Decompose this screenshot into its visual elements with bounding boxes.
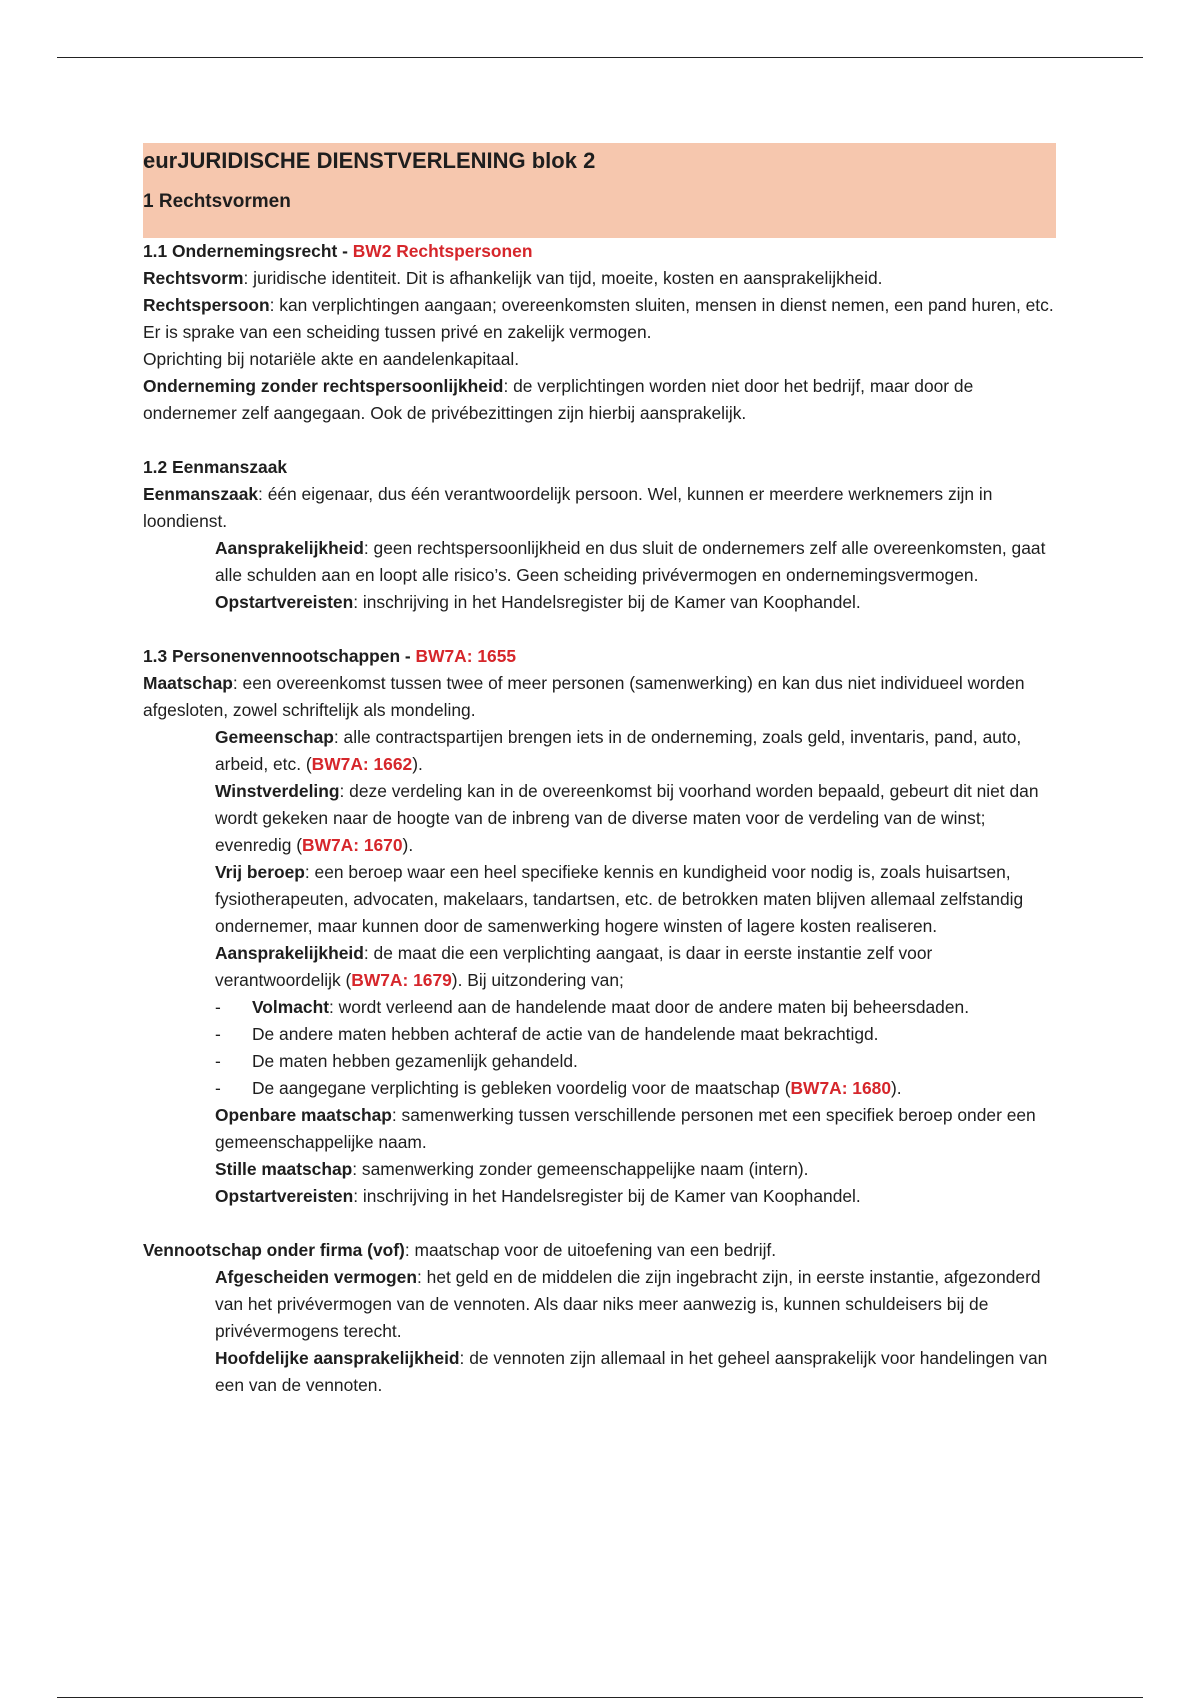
term: Onderneming zonder rechtspersoonlijkheid — [143, 376, 504, 396]
legal-reference: BW7A: 1679 — [351, 970, 452, 990]
section-1-1-heading: 1.1 Ondernemingsrecht - BW2 Rechtspersonen — [143, 241, 533, 261]
paragraph-stille-maatschap: Stille maatschap: samenwerking zonder gemeenschappelijke naam (intern). — [215, 1159, 809, 1179]
term: Vrij beroep — [215, 862, 305, 882]
term: Aansprakelijkheid — [215, 538, 364, 558]
paragraph-opstartvereisten-maatschap: Opstartvereisten: inschrijving in het Handelsregister bij de Kamer van Koophandel. — [215, 1186, 861, 1206]
document-title: eurJURIDISCHE DIENSTVERLENING blok 2 — [143, 148, 596, 173]
dash-bullet: - — [215, 1078, 221, 1098]
paragraph-zonder-rechtspersoonlijkheid: Onderneming zonder rechtspersoonlijkheid: de verplichtingen worden niet door het bedrijf, maar door de ondernemer zelf aangegaan. Ook de privébezittingen zijn hierbij aansprakelijk. — [143, 376, 974, 423]
paragraph-gemeenschap: Gemeenschap: alle contractspartijen brengen iets in de onderneming, zoals geld, inventaris, pand, auto, arbeid, etc. (BW7A: 1662). — [215, 727, 1022, 774]
term: Vennootschap onder firma (vof) — [143, 1240, 405, 1260]
paragraph-opstartvereisten: Opstartvereisten: inschrijving in het Handelsregister bij de Kamer van Koophandel. — [215, 592, 861, 612]
legal-reference: BW7A: 1670 — [302, 835, 403, 855]
paragraph-maatschap: Maatschap: een overeenkomst tussen twee of meer personen (samenwerking) en kan dus niet individueel worden afgesloten, zowel schriftelijk als mondeling. — [143, 673, 1025, 720]
list-item: - De aangegane verplichting is gebleken voordelig voor de maatschap (BW7A: 1680). — [143, 1075, 1056, 1102]
paragraph-rechtsvorm: Rechtsvorm: juridische identiteit. Dit is afhankelijk van tijd, moeite, kosten en aansprakelijkheid. — [143, 268, 883, 288]
document-body — [143, 143, 1056, 1399]
dash-bullet: - — [215, 1051, 221, 1071]
term: Afgescheiden vermogen — [215, 1267, 417, 1287]
paragraph-eenmanszaak: Eenmanszaak: één eigenaar, dus één verantwoordelijk persoon. Wel, kunnen er meerdere werknemers zijn in loondienst. — [143, 484, 993, 531]
paragraph-aansprakelijkheid-maatschap: Aansprakelijkheid: de maat die een verplichting aangaat, is daar in eerste instantie zelf voor verantwoordelijk (BW7A: 1679). Bij uitzondering van; — [215, 943, 933, 990]
term: Hoofdelijke aansprakelijkheid — [215, 1348, 460, 1368]
term: Maatschap — [143, 673, 233, 693]
dash-bullet: - — [215, 997, 221, 1017]
list-item: - Volmacht: wordt verleend aan de handelende maat door de andere maten bij beheersdaden. — [143, 994, 1056, 1021]
list-item: - De andere maten hebben achteraf de actie van de handelende maat bekrachtigd. — [143, 1021, 1056, 1048]
legal-reference: BW7A: 1655 — [415, 646, 517, 666]
term: Aansprakelijkheid — [215, 943, 364, 963]
term: Rechtspersoon — [143, 295, 270, 315]
legal-reference: BW2 Rechtspersonen — [352, 241, 533, 261]
dash-bullet: - — [215, 1024, 221, 1044]
legal-reference: BW7A: 1680 — [790, 1078, 891, 1098]
term: Gemeenschap — [215, 727, 334, 747]
term: Rechtsvorm — [143, 268, 244, 288]
section-1-2-heading: 1.2 Eenmanszaak — [143, 457, 288, 477]
term: Volmacht — [252, 997, 329, 1017]
paragraph-vrij-beroep: Vrij beroep: een beroep waar een heel specifieke kennis en kundigheid voor nodig is, zoals huisartsen, fysiotherapeuten, advocaten, makelaars, tandartsen, etc. de betrokken maten blijven allemaal zelfstandig ondernemer, maar kunnen door de samenwerking hogere winsten of lagere kosten realiseren. — [215, 862, 1024, 936]
term: Opstartvereisten — [215, 1186, 354, 1206]
paragraph-rechtspersoon: Rechtspersoon: kan verplichtingen aangaan; overeenkomsten sluiten, mensen in dienst nemen, een pand huren, etc. Er is sprake van een scheiding tussen privé en zakelijk vermogen. — [143, 295, 1054, 342]
title-banner — [143, 143, 1056, 238]
top-rule — [57, 57, 1143, 58]
paragraph-afgescheiden-vermogen: Afgescheiden vermogen: het geld en de middelen die zijn ingebracht zijn, in eerste instantie, afgezonderd van het privévermogen van de vennoten. Als daar niks meer aanwezig is, kunnen schuldeisers bij de privévermogens terecht. — [215, 1267, 1041, 1341]
paragraph-winstverdeling: Winstverdeling: deze verdeling kan in de overeenkomst bij voorhand worden bepaald, gebeurt dit niet dan wordt gekeken naar de hoogte van de inbreng van de diverse maten voor de verdeling van de winst; evenredig (BW7A: 1670). — [215, 781, 1039, 855]
paragraph-oprichting: Oprichting bij notariële akte en aandelenkapitaal. — [143, 349, 520, 369]
paragraph-hoofdelijke-aansprakelijkheid: Hoofdelijke aansprakelijkheid: de vennoten zijn allemaal in het geheel aansprakelijk voor handelingen van een van de vennoten. — [215, 1348, 1048, 1395]
term: Opstartvereisten — [215, 592, 354, 612]
term: Stille maatschap — [215, 1159, 353, 1179]
paragraph-aansprakelijkheid: Aansprakelijkheid: geen rechtspersoonlijkheid en dus sluit de ondernemers zelf alle overeenkomsten, gaat alle schulden aan en loopt alle risico’s. Geen scheiding privévermogen en ondernemingsvermogen. — [215, 538, 1046, 585]
section-1-3-heading: 1.3 Personenvennootschappen - BW7A: 1655 — [143, 646, 517, 666]
term: Winstverdeling — [215, 781, 340, 801]
paragraph-openbare-maatschap: Openbare maatschap: samenwerking tussen verschillende personen met een specifiek beroep onder een gemeenschappelijke naam. — [215, 1105, 1036, 1152]
term: Openbare maatschap — [215, 1105, 392, 1125]
bottom-rule — [57, 1697, 1143, 1698]
chapter-title: 1 Rechtsvormen — [143, 191, 291, 212]
legal-reference: BW7A: 1662 — [311, 754, 413, 774]
paragraph-vof: Vennootschap onder firma (vof): maatschap voor de uitoefening van een bedrijf. — [143, 1240, 777, 1260]
term: Eenmanszaak — [143, 484, 259, 504]
list-item: - De maten hebben gezamenlijk gehandeld. — [143, 1048, 1056, 1075]
